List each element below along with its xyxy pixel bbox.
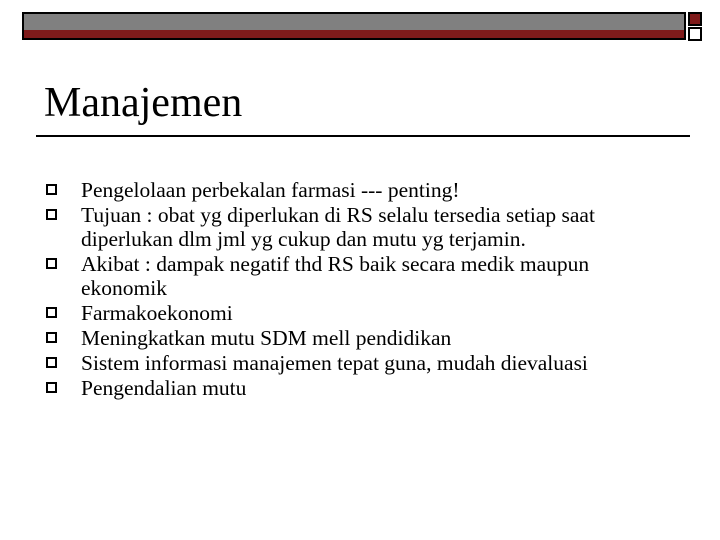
banner-corner-square-top xyxy=(688,12,702,26)
hollow-square-bullet-icon xyxy=(46,357,57,368)
bullet-text: Pengendalian mutu xyxy=(81,376,247,400)
bullet-item xyxy=(46,351,666,375)
bullet-text: Pengelolaan perbekalan farmasi --- penting! xyxy=(81,178,460,202)
bullet-item xyxy=(46,326,666,350)
hollow-square-bullet-icon xyxy=(46,258,57,269)
bullet-item xyxy=(46,252,666,300)
bullet-text: Tujuan : obat yg diperlukan di RS selalu tersedia setiap saat diperlukan dlm jml yg cukup dan mutu yg terjamin. xyxy=(81,203,595,251)
hollow-square-bullet-icon xyxy=(46,184,57,195)
hollow-square-bullet-icon xyxy=(46,307,57,318)
hollow-square-bullet-icon xyxy=(46,382,57,393)
slide-title: Manajemen xyxy=(44,80,243,126)
bullet-text: Sistem informasi manajemen tepat guna, mudah dievaluasi xyxy=(81,351,588,375)
top-banner xyxy=(22,12,686,40)
bullet-list xyxy=(46,178,666,401)
hollow-square-bullet-icon xyxy=(46,332,57,343)
bullet-item xyxy=(46,376,666,400)
bullet-item xyxy=(46,301,666,325)
bullet-item xyxy=(46,203,666,251)
bullet-text: Meningkatkan mutu SDM mell pendidikan xyxy=(81,326,452,350)
bullet-text: Akibat : dampak negatif thd RS baik secara medik maupun ekonomik xyxy=(81,252,590,300)
banner-corner-square-bottom xyxy=(688,27,702,41)
hollow-square-bullet-icon xyxy=(46,209,57,220)
title-underline xyxy=(36,135,690,137)
bullet-item xyxy=(46,178,666,202)
bullet-text: Farmakoekonomi xyxy=(81,301,233,325)
